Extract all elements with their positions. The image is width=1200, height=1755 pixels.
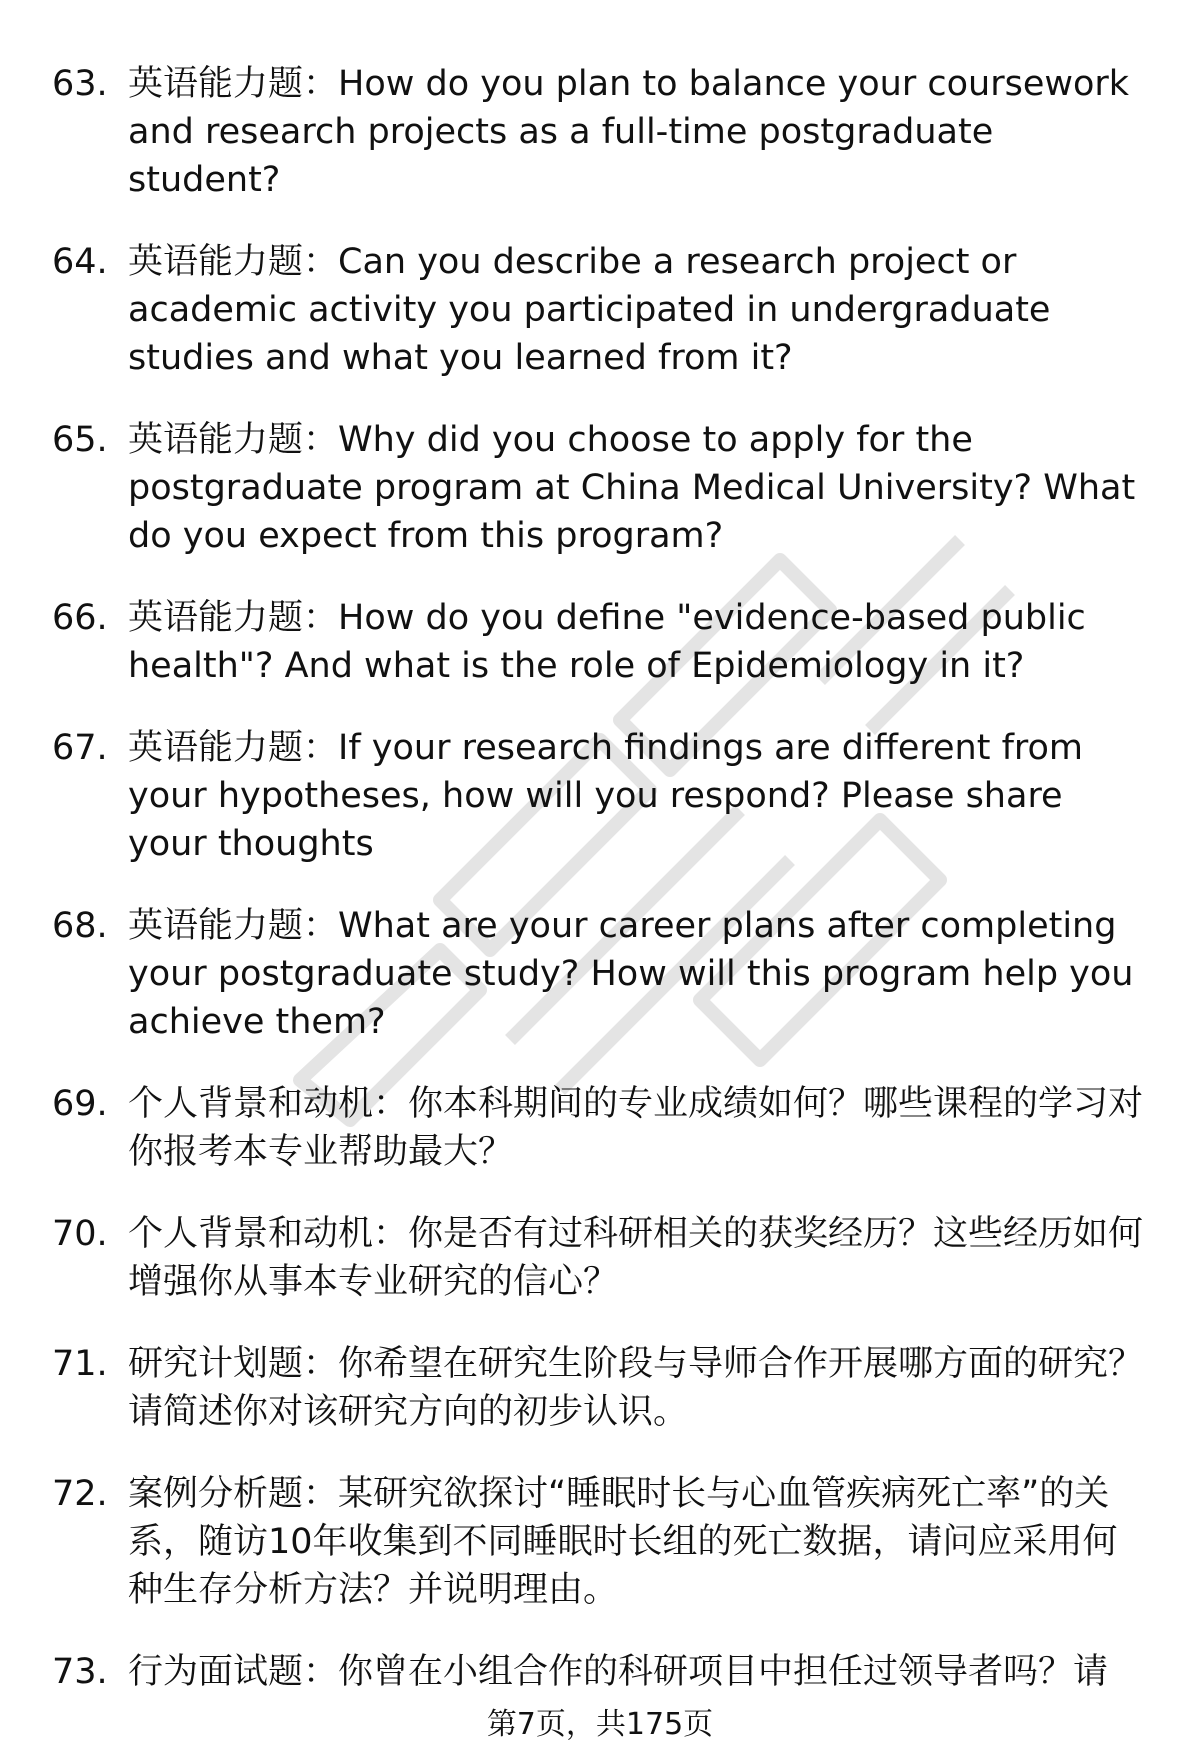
- question-item-63: [52, 60, 1152, 204]
- question-number: 67.: [52, 728, 108, 768]
- question-text: 行为面试题：你曾在小组合作的科研项目中担任过领导者吗？请: [128, 1652, 1109, 1692]
- question-text: 研究计划题：你希望在研究生阶段与导师合作开展哪方面的研究？请简述你对该研究方向的初步认识。: [128, 1344, 1144, 1432]
- question-item-67: [52, 724, 1152, 868]
- question-number: 65.: [52, 420, 108, 460]
- question-text: 英语能力题：What are your career plans after completing your postgraduate study? How will this program help you achieve them?: [128, 906, 1134, 1042]
- question-number: 73.: [52, 1652, 108, 1692]
- question-item-64: [52, 238, 1152, 382]
- question-text: 案例分析题：某研究欲探讨“睡眠时长与心血管疾病死亡率”的关系，随访10年收集到不同睡眠时长组的死亡数据，请问应采用何种生存分析方法？并说明理由。: [128, 1474, 1118, 1610]
- question-list: [52, 60, 1152, 1730]
- question-number: 69.: [52, 1084, 108, 1124]
- question-number: 71.: [52, 1344, 108, 1384]
- question-number: 70.: [52, 1214, 108, 1254]
- question-item-66: [52, 594, 1152, 690]
- question-number: 66.: [52, 598, 108, 638]
- question-text: 英语能力题：Can you describe a research project or academic activity you participated in undergraduate studies and what you learned from it?: [128, 242, 1051, 378]
- question-item-71: [52, 1340, 1152, 1436]
- question-item-72: [52, 1470, 1152, 1614]
- question-number: 64.: [52, 242, 108, 282]
- question-item-69: [52, 1080, 1152, 1176]
- question-item-70: [52, 1210, 1152, 1306]
- question-item-73: [52, 1648, 1152, 1696]
- page-number-label: 第7页，共175页: [486, 1707, 714, 1742]
- question-text: 个人背景和动机：你本科期间的专业成绩如何？哪些课程的学习对你报考本专业帮助最大？: [128, 1084, 1144, 1172]
- question-text: 英语能力题：Why did you choose to apply for the postgraduate program at China Medical University? What do you expect from this program?: [128, 420, 1136, 556]
- question-text: 英语能力题：How do you define "evidence-based public health"? And what is the role of Epidemiology in it?: [128, 598, 1086, 686]
- question-text: 英语能力题：If your research findings are different from your hypotheses, how will you respond? Please share your thoughts: [128, 728, 1084, 864]
- question-text: 个人背景和动机：你是否有过科研相关的获奖经历？这些经历如何增强你从事本专业研究的信心？: [128, 1214, 1144, 1302]
- question-text: 英语能力题：How do you plan to balance your coursework and research projects as a full-time postgraduate student?: [128, 64, 1130, 200]
- question-item-65: [52, 416, 1152, 560]
- question-number: 68.: [52, 906, 108, 946]
- question-number: 63.: [52, 64, 108, 104]
- question-number: 72.: [52, 1474, 108, 1514]
- page-footer: [0, 1705, 1200, 1745]
- question-item-68: [52, 902, 1152, 1046]
